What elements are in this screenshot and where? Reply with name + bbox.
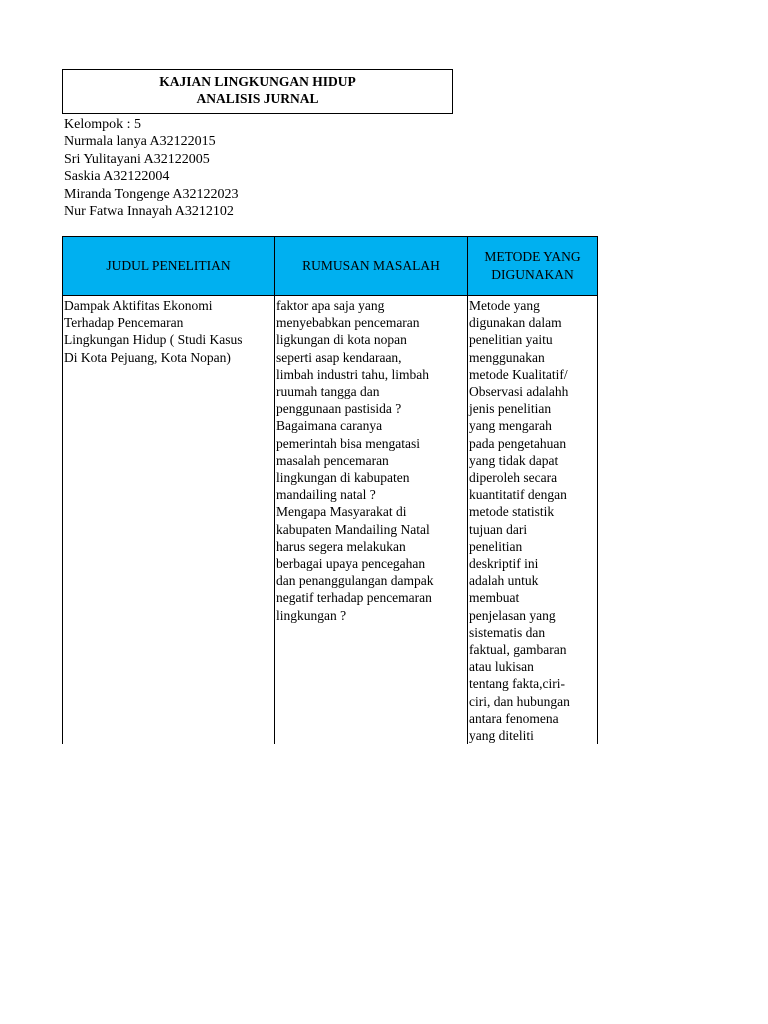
document-title-box (62, 69, 453, 114)
cell-metode: Metode yang digunakan dalam penelitian yaitu menggunakan metode Kualitatif/ Observasi adalahh jenis penelitian yang mengarah pada pengetahuan yang tidak dapat diperoleh secara kuantitatif dengan metode statistik tujuan dari penelitian deskriptif ini adalah untuk membuat penjelasan yang sistematis dan faktual, gambaran atau lukisan tentang fakta,ciri- ciri, dan hubungan antara fenomena yang diteliti (468, 296, 598, 745)
column-header-judul: JUDUL PENELITIAN (63, 237, 275, 296)
member-name: Sri Yulitayani A32122005 (64, 151, 210, 167)
group-members-list (64, 116, 239, 220)
member-name: Nurmala lanya A32122015 (64, 134, 216, 150)
table-row (63, 296, 598, 745)
document-title: KAJIAN LINGKUNGAN HIDUP (159, 74, 356, 89)
column-header-metode: METODE YANG DIGUNAKAN (468, 237, 598, 296)
column-header-rumusan: RUMUSAN MASALAH (275, 237, 468, 296)
group-number: Kelompok : 5 (64, 117, 141, 132)
document-subtitle: ANALISIS JURNAL (196, 91, 319, 106)
cell-rumusan-masalah: faktor apa saja yang menyebabkan pencemaran ligkungan di kota nopan seperti asap kendaraan, limbah industri tahu, limbah ruumah tangga dan penggunaan pastisida ? Bagaimana caranya pemerintah bisa mengatasi masalah pencemaran lingkungan di kabupaten mandailing natal ? Mengapa Masyarakat di kabupaten Mandailing Natal harus segera melakukan berbagai upaya pencegahan dan penanggulangan dampak negatif terhadap pencemaran lingkungan ? (275, 296, 468, 745)
cell-judul-penelitian: Dampak Aktifitas Ekonomi Terhadap Pencemaran Lingkungan Hidup ( Studi Kasus Di Kota Pejuang, Kota Nopan) (63, 296, 275, 745)
member-name: Saskia A32122004 (64, 169, 170, 185)
journal-analysis-table (62, 236, 598, 744)
member-name: Nur Fatwa Innayah A3212102 (64, 204, 234, 220)
member-name: Miranda Tongenge A32122023 (64, 186, 239, 202)
table-header-row (63, 237, 598, 296)
